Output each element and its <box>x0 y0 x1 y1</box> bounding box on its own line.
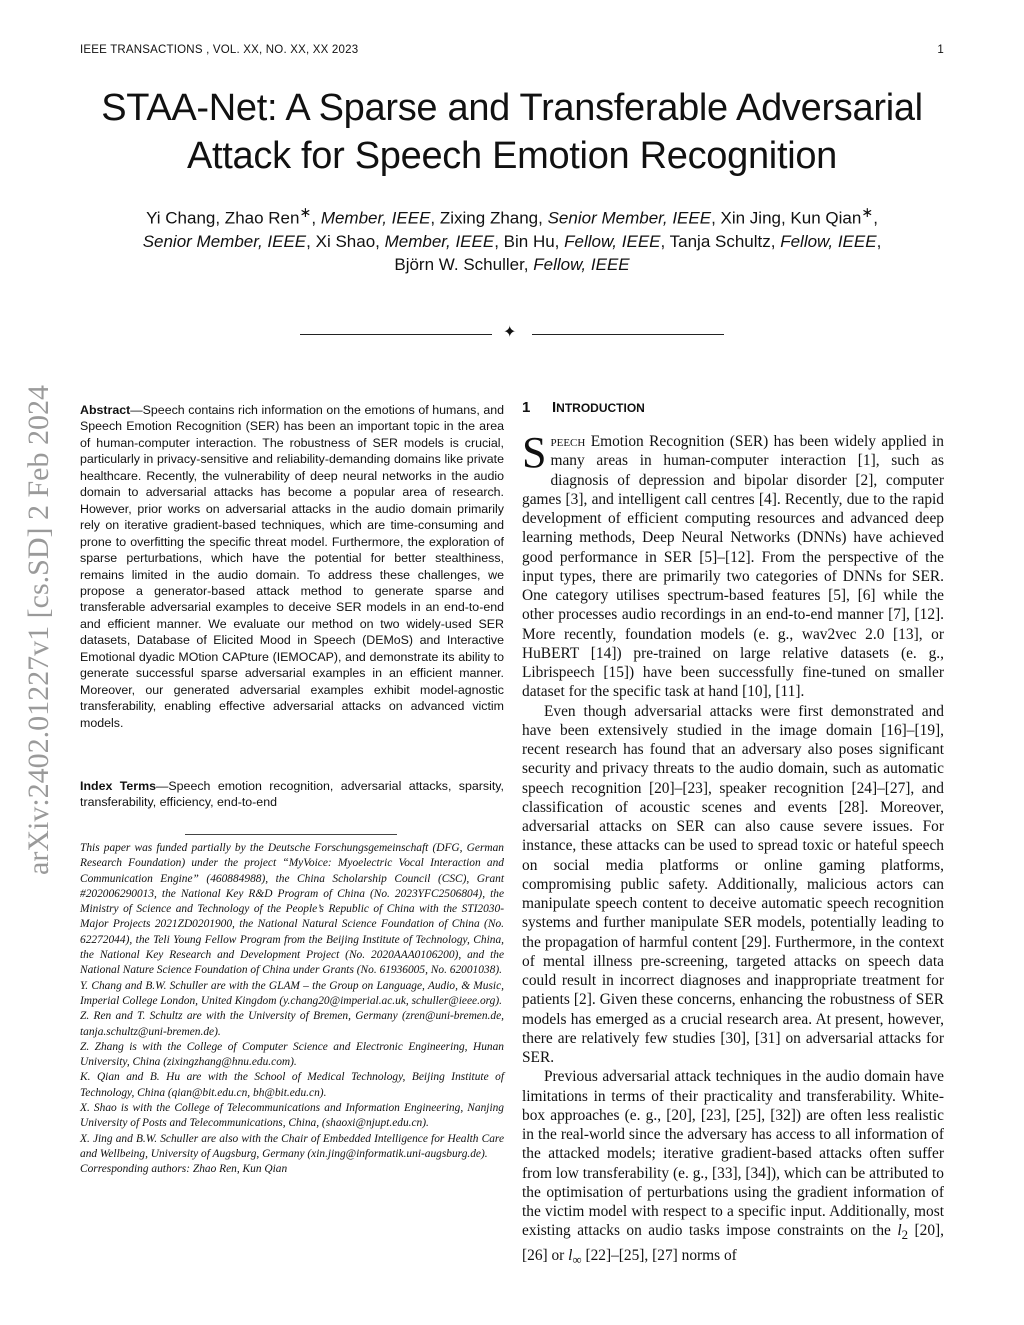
math-linf: l <box>568 1246 573 1264</box>
intro-paragraph-1 <box>522 428 944 702</box>
paragraph-text: [22]–[25], [27] norms of <box>581 1246 737 1264</box>
title-line-2: Attack for Speech Emotion Recognition <box>186 135 838 177</box>
abstract-text: Speech contains rich information on the emotions of humans, and Speech Emotion Recognition (SER) has been an important topic in the area of human-computer interaction. The robustness of SER models is crucial, particularly in privacy-sensitive and reliability-demanding domains like private healthcare. Recently, the vulnerability of deep neural networks in the audio domain to adversarial attacks has become a popular area of research. However, prior works on adversarial attacks in the audio domain primarily rely on iterative gradient-based techniques, which are time-consuming and prone to overfitting the specific threat model. Furthermore, the exploration of sparse perturbations, which have the potential for better stealthiness, remains limited in the audio domain. To address these challenges, we propose a generator-based attack method to generate sparse and transferable adversarial examples to deceive SER models in an end-to-end and efficient manner. We evaluate our method on two widely-used SER datasets, Database of Elicited Mood in Speech (DEMoS) and Interactive Emotional dyadic MOtion CAPture (IEMOCAP), and demonstrate its ability to generate successful sparse adversarial examples in an efficient manner. Moreover, our generated adversarial examples exhibit model-agnostic transferability, enabling effective adversarial attacks on advanced victim models. <box>80 403 504 730</box>
introduction-body <box>522 428 944 1270</box>
index-terms-text: Speech emotion recognition, adversarial attacks, sparsity, transferability, efficiency, end-to-end <box>80 779 504 810</box>
author-sep: , <box>311 208 321 228</box>
author-membership: Member, IEEE <box>384 231 495 251</box>
author-text: , Xin Jing, Kun Qian <box>711 208 862 228</box>
abstract-dash: — <box>130 403 143 417</box>
footnote-funding: This paper was funded partially by the Deutsche Forschungsgemeinschaft (DFG, German Research Foundation) under the project “MyVoice: Myoelectric Vocal Interaction and Communication Engine” (460884988), the China Scholarship Council (CSC), Grant #202006290013, the National Key R&D Program of China (No. 2023YFC2506804), the Ministry of Science and Technology of the People’s Republic of China with the STI2030-Major Projects 2021ZD0201900, the National Natural Science Foundation of China (No. 62272044), the Teli Young Fellow Program from the Beijing Institute of Technology, China, the National Key Research and Development Project (No. 2020AAA0106200), and the National Nature Science Foundation of China under Grants (No. 61936005, No. 62001038). <box>80 842 504 977</box>
footnote-affiliation: Z. Zhang is with the College of Computer Science and Electronic Engineering, Hunan University, China (zixingzhang@hnu.edu.com). <box>80 1040 504 1069</box>
paragraph-text: Previous adversarial attack techniques in the audio domain have limitations in terms of their practicality and transferability. White-box approaches (e. g., [20], [23], [25], [32]) are often less realistic in the real-world since the adversary has access to all information of the attacked models; iterative gradient-based attacks often suffer from low transferability (e. g., [33], [34]), which can be attributed to the optimisation of perturbations using the gradient information of the victim model with respect to a specific input. Additionally, most existing attacks on audio tasks impose constraints on the <box>522 1068 944 1240</box>
footnote-affiliation: K. Qian and B. Hu are with the School of Medical Technology, Beijing Institute of Technology, China (qian@bit.edu.cn, bh@bit.edu.cn). <box>80 1071 504 1099</box>
author-membership: Fellow, IEEE <box>564 231 661 251</box>
title-line-1: STAA-Net: A Sparse and Transferable Adversarial <box>101 87 923 129</box>
footnote-affiliation: Z. Ren and T. Schultz are with the University of Bremen, Germany (zren@uni-bremen.de, tanja.schultz@uni-bremen.de). <box>80 1010 504 1038</box>
section-number: 1 <box>522 399 531 416</box>
footnote-affiliation: X. Shao is with the College of Telecommunications and Information Engineering, Nanjing University of Posts and Telecommunications, China, (shaoxi@njupt.edu.cn). <box>80 1102 504 1130</box>
section-title-initial: I <box>552 399 557 416</box>
author-text: Yi Chang, Zhao Ren <box>146 208 300 228</box>
introduction-column <box>522 398 944 1270</box>
drop-cap: S <box>522 428 547 477</box>
page-number: 1 <box>937 44 944 56</box>
author-membership: Fellow, IEEE <box>780 231 877 251</box>
author-text: , Zixing Zhang, <box>430 208 548 228</box>
author-sep: , <box>873 208 878 228</box>
arxiv-watermark: arXiv:2402.01227v1 [cs.SD] 2 Feb 2024 <box>22 385 55 875</box>
footnote-affiliation: Y. Chang and B.W. Schuller are with the GLAM – the Group on Language, Audio, & Music, Imperial College London, United Kingdom (y.chang20@imperial.ac.uk, schuller@ieee.org). <box>80 979 504 1007</box>
divider-line-left <box>300 334 492 335</box>
abstract <box>80 402 504 731</box>
author-text: Björn W. Schuller, <box>394 254 534 274</box>
footnote-affiliation: X. Jing and B.W. Schuller are also with the Chair of Embedded Intelligence for Health Care and Wellbeing, University of Augsburg, Germany (xin.jing@informatik.uni-augsburg.de). <box>80 1132 504 1160</box>
author-text: , Bin Hu, <box>494 231 565 251</box>
author-membership: Senior Member, IEEE <box>547 208 712 228</box>
running-header <box>80 44 944 56</box>
abstract-label: Abstract <box>80 403 131 417</box>
footnote-rule <box>185 834 397 835</box>
author-text: , Xi Shao, <box>306 231 385 251</box>
author-sep: , <box>876 231 882 251</box>
intro-paragraph-3 <box>522 1067 944 1270</box>
section-heading <box>522 398 944 418</box>
corresponding-mark: ∗ <box>861 205 874 221</box>
footnote-corresponding: Corresponding authors: Zhao Ren, Kun Qian <box>80 1163 288 1176</box>
intro-paragraph-2: Even though adversarial attacks were first demonstrated and have been extensively studied in the image domain [16]–[19], recent research has found that an adversary also poses significant security and privacy threats to the audio domain, such as automatic speech recognition [20]–[23], speaker recognition [24]–[27], and classification of acoustic scenes and events [28]. Moreover, adversarial attacks on SER can also cause severe issues. For instance, these attacks can be used to spread toxic or hateful speech on social media platforms or online gaming platforms, compromising public safety. Additionally, malicious actors can manipulate speech content to deceive automatic speech recognition systems and further manipulate SER models, potentially leading to the propagation of harmful content [29]. Furthermore, in the context of mental illness pre-screening, targeted attacks on speech data could result in incorrect diagnoses and inappropriate treatment for patients [2]. Given these concerns, enhancing the robustness of SER models has emerged as a crucial research area. At present, however, there are relatively few studies [30], [31] on adversarial attacks for SER. <box>522 702 944 1066</box>
index-terms-dash: — <box>156 779 169 793</box>
math-l2-sub: 2 <box>901 1228 909 1243</box>
divider-star-icon: ✦ <box>503 324 517 341</box>
author-text: , Tanja Schultz, <box>660 231 781 251</box>
author-membership: Member, IEEE <box>320 208 431 228</box>
paragraph-text: [20], [26] or <box>522 1222 944 1264</box>
divider-line-right <box>532 334 724 335</box>
author-list <box>120 202 904 276</box>
author-membership: Fellow, IEEE <box>533 254 630 274</box>
paragraph-text: Emotion Recognition (SER) has been widely applied in many areas in human-computer interaction [1], such as diagnosis of depression and bipolar disorder [2], computer games [3], and intelligent call centres [4]. Recently, due to the rapid development of efficient computing resources and advanced deep learning methods, Deep Neural Networks (DNNs) have achieved good performance in SER [5]–[12]. From the perspective of the input types, there are primarily two categories of DNNs for SER. One category utilises spectrum-based features [5], [6] while the other processes audio recordings in an end-to-end manner [7], [12]. More recently, foundation models (e. g., wav2vec 2.0 [13], or HuBERT [14]) pre-trained on large relative datasets (e. g., Librispeech [15]) have been successfully fine-tuned on smaller dataset for the specific task at hand [10], [11]. <box>522 433 944 701</box>
section-divider <box>300 326 724 342</box>
index-terms-label: Index Terms <box>80 779 157 793</box>
index-terms <box>80 778 504 811</box>
section-title-rest: NTRODUCTION <box>556 401 645 415</box>
journal-line: IEEE TRANSACTIONS , VOL. XX, NO. XX, XX 2023 <box>80 44 359 56</box>
footnotes <box>80 841 504 1178</box>
paper-title <box>60 84 964 180</box>
lead-smallcaps: peech <box>550 433 586 450</box>
corresponding-mark: ∗ <box>299 205 312 221</box>
math-linf-sub: ∞ <box>572 1252 582 1267</box>
author-membership: Senior Member, IEEE <box>142 231 307 251</box>
math-l2: l <box>897 1222 902 1240</box>
